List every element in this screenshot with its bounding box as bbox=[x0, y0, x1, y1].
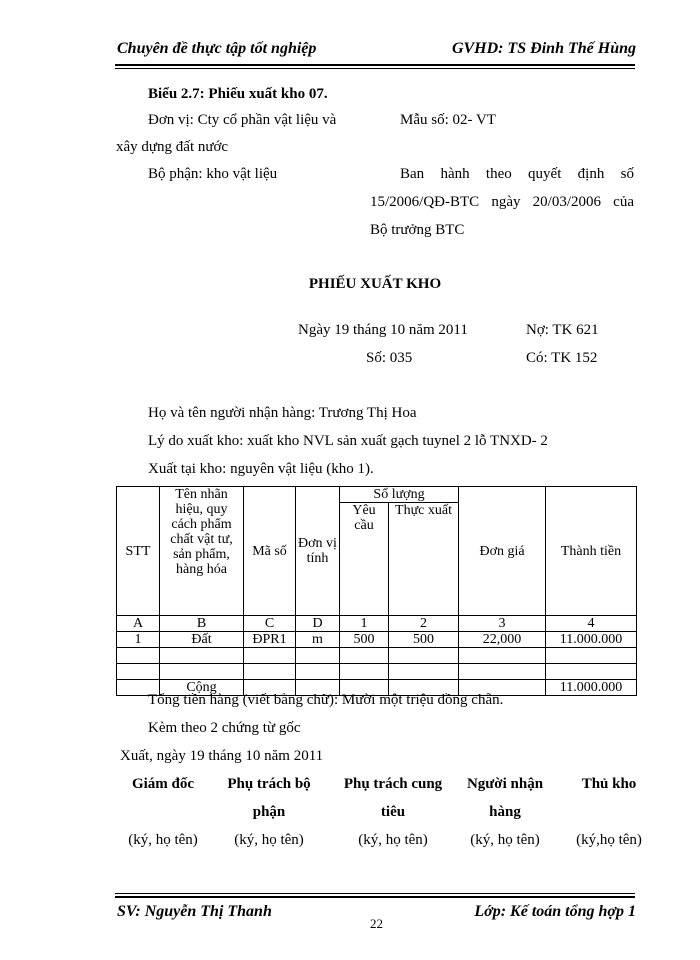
signature-note: (ký,họ tên) bbox=[576, 832, 642, 848]
col-header-code: Mã số bbox=[244, 487, 296, 616]
decision-line2: 15/2006/QĐ-BTC ngày 20/03/2006 của bbox=[370, 194, 634, 210]
row-code: ĐPR1 bbox=[244, 632, 296, 648]
signature-title-storekeeper: Thủ kho bbox=[581, 776, 637, 792]
col-header-requested: Yêu cầu bbox=[340, 503, 389, 616]
col-header-quantity: Số lượng bbox=[340, 487, 459, 503]
code-cell: D bbox=[296, 616, 340, 632]
debit-account: Nợ: TK 621 bbox=[526, 322, 599, 338]
col-header-stt: STT bbox=[117, 487, 160, 616]
goods-table bbox=[116, 486, 637, 696]
signature-note: (ký, họ tên) bbox=[234, 832, 304, 848]
code-cell: A bbox=[117, 616, 160, 632]
footer-student: SV: Nguyễn Thị Thanh bbox=[117, 903, 272, 920]
signature-title-dept-head-2: phận bbox=[252, 804, 286, 820]
unit-line1: Đơn vị: Cty cổ phần vật liệu và bbox=[148, 112, 337, 128]
signature-title-dept-head: Phụ trách bộ bbox=[227, 776, 311, 792]
doc-number: Số: 035 bbox=[366, 350, 413, 366]
row-unit: m bbox=[296, 632, 340, 648]
recipient: Họ và tên người nhận hàng: Trương Thị Hoa bbox=[148, 405, 417, 421]
total-label: Cộng bbox=[160, 680, 244, 696]
code-cell: 4 bbox=[546, 616, 637, 632]
total-amount: 11.000.000 bbox=[546, 680, 637, 696]
col-header-price: Đơn giá bbox=[459, 487, 546, 616]
footer-rule-thick bbox=[115, 896, 635, 898]
page-number: 22 bbox=[370, 916, 383, 931]
issue-date: Xuất, ngày 19 tháng 10 năm 2011 bbox=[120, 748, 324, 764]
col-header-name: Tên nhãn hiệu, quy cách phẩm chất vật tư, sản phẩm, hàng hóa bbox=[160, 487, 244, 616]
reason: Lý do xuất kho: xuất kho NVL sản xuất gạch tuynel 2 lỗ TNXD- 2 bbox=[148, 433, 548, 449]
table-row-empty bbox=[117, 648, 637, 664]
decision-line3: Bộ trưởng BTC bbox=[370, 222, 465, 238]
doc-date: Ngày 19 tháng 10 năm 2011 bbox=[298, 322, 468, 338]
header-left: Chuyên đề thực tập tốt nghiệp bbox=[117, 40, 317, 57]
row-stt: 1 bbox=[117, 632, 160, 648]
unit-line2: xây dựng đất nước bbox=[116, 139, 229, 155]
table-code-row bbox=[117, 616, 637, 632]
row-actual: 500 bbox=[389, 632, 459, 648]
signature-note: (ký, họ tên) bbox=[128, 832, 198, 848]
signature-title-receiver: Người nhận bbox=[466, 776, 544, 792]
row-price: 22,000 bbox=[459, 632, 546, 648]
header-rule-thick bbox=[115, 64, 635, 66]
table-row bbox=[117, 632, 637, 648]
code-cell: B bbox=[160, 616, 244, 632]
amount-in-words: Tổng tiền hàng (viết bằng chữ): Mười một triệu đồng chẵn. bbox=[148, 692, 504, 708]
header-right: GVHD: TS Đinh Thế Hùng bbox=[451, 40, 636, 57]
row-name: Đất bbox=[160, 632, 244, 648]
code-cell: 3 bbox=[459, 616, 546, 632]
form-number: Mẫu số: 02- VT bbox=[400, 112, 496, 128]
signature-note: (ký, họ tên) bbox=[470, 832, 540, 848]
attachments: Kèm theo 2 chứng từ gốc bbox=[148, 720, 301, 736]
decision-line1: Ban hành theo quyết định số bbox=[400, 166, 634, 182]
code-cell: 2 bbox=[389, 616, 459, 632]
signature-title-supply-head-2: tiêu bbox=[380, 804, 406, 820]
figure-caption: Biểu 2.7: Phiếu xuất kho 07. bbox=[148, 86, 328, 102]
header-rule-thin bbox=[115, 68, 635, 69]
page-title: PHIẾU XUẤT KHO bbox=[308, 276, 442, 292]
table-row-empty bbox=[117, 664, 637, 680]
code-cell: C bbox=[244, 616, 296, 632]
col-header-amount: Thành tiền bbox=[546, 487, 637, 616]
warehouse: Xuất tại kho: nguyên vật liệu (kho 1). bbox=[148, 461, 374, 477]
footer-class: Lớp: Kế toán tổng hợp 1 bbox=[474, 903, 636, 920]
col-header-actual: Thực xuất bbox=[389, 503, 459, 616]
signature-title-supply-head: Phụ trách cung bbox=[343, 776, 443, 792]
footer-rule-thin bbox=[115, 893, 635, 894]
department: Bộ phận: kho vật liệu bbox=[148, 166, 278, 182]
signature-title-receiver-2: hàng bbox=[489, 804, 521, 820]
col-header-unit: Đơn vị tính bbox=[296, 487, 340, 616]
signature-title-director: Giám đốc bbox=[131, 776, 195, 792]
signature-note: (ký, họ tên) bbox=[358, 832, 428, 848]
row-amount: 11.000.000 bbox=[546, 632, 637, 648]
code-cell: 1 bbox=[340, 616, 389, 632]
credit-account: Có: TK 152 bbox=[526, 350, 598, 366]
row-requested: 500 bbox=[340, 632, 389, 648]
